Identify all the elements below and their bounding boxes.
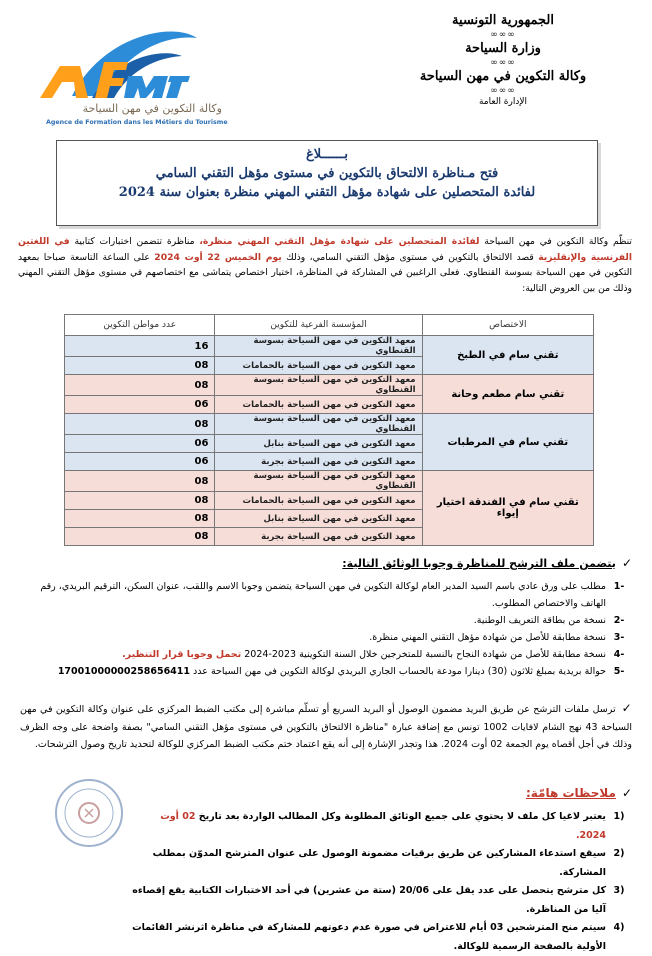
- count-cell: 08: [65, 471, 215, 492]
- afmt-logo-icon: [32, 26, 204, 106]
- count-cell: 08: [65, 510, 215, 528]
- documents-list: [20, 578, 632, 680]
- agency-title: وكالة التكوين في مهن السياحة: [419, 69, 587, 84]
- item-text-wrap: [20, 646, 606, 663]
- intro-text: قصد الالتحاق بالتكوين في مستوى مؤهل التقني السامي، وذلك: [281, 251, 539, 263]
- note-item: [132, 808, 632, 845]
- item-text: سيقع استدعاء المشاركين عن طريق برقيات مضمونة الوصول على عنوان المترشح المدوّن بمطلب المشاركة.: [152, 848, 606, 878]
- ornament-divider: ∞∞∞: [490, 58, 516, 68]
- account-number: 17001000000258656411: [57, 666, 191, 677]
- exam-date: يوم الخميس 22 أوت 2024: [154, 251, 282, 263]
- table-row: [65, 375, 594, 396]
- announcement-label: بــــــلاغ: [306, 147, 348, 162]
- direction-label: الإدارة العامة: [478, 97, 528, 107]
- institution-cell: معهد التكوين في مهن السياحة بسوسة القنطاوي: [215, 414, 422, 435]
- table-row: [65, 336, 594, 357]
- item-text: نسخة من بطاقة التعريف الوطنية.: [473, 615, 606, 626]
- item-number: (2: [613, 848, 625, 859]
- count-cell: 06: [65, 435, 215, 453]
- seal-icon: [52, 776, 126, 850]
- checkmark-icon: ✓: [621, 786, 632, 800]
- item-text-wrap: [20, 629, 606, 646]
- item-number: (4: [613, 922, 625, 933]
- item-number: (1: [613, 811, 625, 822]
- item-number: -3: [613, 632, 625, 643]
- item-text-wrap: [132, 882, 606, 919]
- table-row: [65, 471, 594, 492]
- official-seal: [52, 776, 126, 850]
- intro-paragraph: [18, 234, 632, 296]
- sending-text: ترسل ملفات الترشح عن طريق البريد مضمون الوصول أو البريد السريع أو تسلّم مباشرة إلى مكتب الضبط المركزي على عنوان وكالة التكوين في مهن السياحة 43 نهج الشام لافايات 1002 تونس مع إضافة عبارة "مناظرة الالتحاق بالتكوين في مستوى مؤهل التقني السامي" بصفة واضحة على وجه الظرف وذلك في أجل أقصاه يوم الجمعة 02 أوت 2024. هذا وتجدر الإشارة إلى أنه يقع اعتماد ختم مكتب الضبط المركزي للوكالة لتحديد تاريخ وصول الترشحات.: [20, 704, 632, 750]
- agency-logo: [32, 26, 228, 130]
- ministry-title: وزارة السياحة: [465, 41, 541, 56]
- col-header-institution: المؤسسة الفرعية للتكوين: [215, 315, 422, 336]
- intro-text: مناظرة تتضمن اختبارات كتابية: [69, 236, 200, 247]
- document-item: [20, 663, 632, 680]
- institution-cell: معهد التكوين في مهن السياحة بسوسة القنطاوي: [215, 336, 422, 357]
- ornament-divider: ∞∞∞: [490, 86, 516, 96]
- specialty-cell: تقني سام في المرطبات: [422, 414, 593, 471]
- specialty-cell: تقني سام في الفندقة اختيار إيواء: [422, 471, 593, 546]
- notes-heading: [526, 786, 632, 800]
- item-text-wrap: [132, 845, 606, 882]
- notes-heading-text: ملاحظات هامّة:: [525, 786, 616, 800]
- intro-text: تنظّم وكالة التكوين في مهن السياحة: [479, 236, 632, 247]
- item-text-wrap: [20, 578, 606, 612]
- note-item: [132, 882, 632, 919]
- item-text-wrap: [20, 663, 606, 680]
- official-header: [388, 12, 618, 108]
- training-offers-table: [64, 314, 594, 546]
- intro-highlight: في اللغتين الفرنسية والإنقليزية: [18, 236, 632, 263]
- intro-text: على الساعة التاسعة صباحا بمعهد التكوين في مهن السياحة بسوسة القنطاوي. فعلى الراغبين في المشاركة في المناظرة، اختيار اختصاص يتماشى مع اختصاصهم في مستوى مؤهل التقني المهني وذلك من بين العروض التالية:: [18, 251, 632, 294]
- item-number: -5: [613, 666, 625, 677]
- institution-cell: معهد التكوين في مهن السياحة بالحمامات: [215, 357, 422, 375]
- item-text-wrap: [132, 808, 606, 845]
- item-number: -4: [613, 649, 625, 660]
- sending-instructions: [20, 700, 632, 754]
- institution-cell: معهد التكوين في مهن السياحة بالحمامات: [215, 492, 422, 510]
- item-text: مطلب على ورق عادي باسم السيد المدير العام لوكالة التكوين في مهن السياحة يتضمن وجوبا الاسم واللقب، عنوان السكن، الترقيم البريدي، رقم الهاتف والاختصاص المطلوب.: [40, 581, 606, 609]
- note-item: [132, 845, 632, 882]
- count-cell: 08: [65, 492, 215, 510]
- intro-highlight: لفائدة المتحصلين على شهادة مؤهل التقني المهني منظرة،: [199, 236, 480, 247]
- notes-list: [132, 808, 632, 956]
- institution-cell: معهد التكوين في مهن السياحة بسوسة القنطاوي: [215, 471, 422, 492]
- item-text-wrap: [20, 612, 606, 629]
- documents-heading: [342, 556, 632, 570]
- specialty-cell: تقني سام مطعم وحانة: [422, 375, 593, 414]
- specialty-cell: تقني سام في الطبخ: [422, 336, 593, 375]
- deadline-date: 02 أوت 2024.: [160, 811, 606, 841]
- republic-title: الجمهورية التونسية: [452, 13, 554, 28]
- item-number: -1: [613, 581, 625, 592]
- institution-cell: معهد التكوين في مهن السياحة بنابل: [215, 510, 422, 528]
- announcement-box: [56, 140, 598, 226]
- institution-cell: معهد التكوين في مهن السياحة بالحمامات: [215, 396, 422, 414]
- count-cell: 08: [65, 357, 215, 375]
- document-item: [20, 612, 632, 629]
- document-item: [20, 629, 632, 646]
- item-text: حوالة بريدية بمبلغ ثلاثون (30) دينارا مودعة بالحساب الجاري البريدي لوكالة التكوين في مهن السياحة عدد: [190, 666, 606, 677]
- document-item: [20, 578, 632, 612]
- logo-arabic-text: وكالة التكوين في مهن السياحة: [82, 102, 222, 115]
- announcement-title-line1: فتح مـناظرة الالتحاق بالتكوين في مستوى مؤهل التقني السامي: [155, 166, 499, 181]
- count-cell: 08: [65, 414, 215, 435]
- checkmark-icon: ✓: [621, 556, 632, 570]
- institution-cell: معهد التكوين في مهن السياحة بجربة: [215, 453, 422, 471]
- count-cell: 16: [65, 336, 215, 357]
- col-header-specialty: الاختصاص: [422, 315, 593, 336]
- item-number: (3: [613, 885, 625, 896]
- count-cell: 08: [65, 375, 215, 396]
- count-cell: 06: [65, 396, 215, 414]
- note-item: [132, 919, 632, 956]
- documents-heading-text: يتضمن ملف الترشح للمناظرة وجوبا الوثائق التالية:: [342, 557, 616, 570]
- logo-french-text: Agence de Formation dans les Métiers du Tourisme: [46, 119, 228, 126]
- institution-cell: معهد التكوين في مهن السياحة بنابل: [215, 435, 422, 453]
- item-text: يعتبر لاغيا كل ملف لا يحتوي على جميع الوثائق المطلوبة وكل المطالب الواردة بعد تاريخ: [195, 811, 606, 822]
- ornament-divider: ∞∞∞: [490, 30, 516, 40]
- item-text-wrap: [132, 919, 606, 956]
- count-cell: 06: [65, 453, 215, 471]
- institution-cell: معهد التكوين في مهن السياحة بسوسة القنطاوي: [215, 375, 422, 396]
- item-number: -2: [613, 615, 625, 626]
- table-header-row: [65, 315, 594, 336]
- item-text: نسخة مطابقة للأصل من شهادة النجاح بالنسبة للمتخرجين خلال السنة التكوينية 2023-2024: [241, 649, 606, 660]
- item-highlight: تحمل وجوبا قرار التنظير.: [122, 649, 242, 660]
- table-row: [65, 414, 594, 435]
- col-header-count: عدد مواطن التكوين: [65, 315, 215, 336]
- checkmark-icon: ✓: [621, 701, 632, 715]
- count-cell: 08: [65, 528, 215, 546]
- announcement-title-line2: لفائدة المتحصلين على شهادة مؤهل التقني المهني منظرة بعنوان سنة 2024: [118, 185, 536, 200]
- item-text: نسخة مطابقة للأصل من شهادة مؤهل التقني المهني منظرة.: [369, 632, 606, 643]
- item-text: سيتم منح المترشحين 03 أيام للاعتراض في صورة عدم دعوتهم للمشاركة في مناظرة اثرنشر القائمات الأولية بالصفحة الرسمية للوكالة.: [132, 922, 606, 952]
- institution-cell: معهد التكوين في مهن السياحة بجربة: [215, 528, 422, 546]
- document-item: [20, 646, 632, 663]
- item-text: كل مترشح يتحصل على عدد يقل على 20/06 (ستة من عشرين) في أحد الاختبارات الكتابية يقع إقصاءه آليا من المناظرة.: [132, 885, 606, 915]
